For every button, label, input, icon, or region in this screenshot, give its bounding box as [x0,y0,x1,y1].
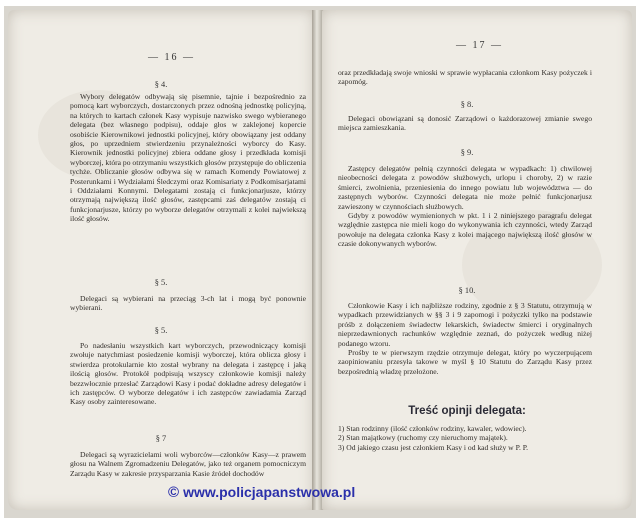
website-watermark [168,484,355,501]
opinion-items [338,424,592,452]
section-5a-heading: § 5. [154,278,168,287]
opinion-item-1: 1) Stan rodzinny (ilość członków rodziny, kawaler, wdowiec). [338,424,527,433]
left-page [8,10,314,510]
section-10-paragraph-1: Członkowie Kasy i ich najbliższe rodziny, zgodnie z § 3 Statutu, otrzymują w wypadkach przewidzianych w §§ 3 i 9 zapomogi i pożyczki tylko na podstawie próśb z dołączeniem świadectw lekarskich, świadectw śmierci i oryginalnych nieprzedawnionych rachunków względnie zeznań, do pożyczek według niżej podanego wzoru. [338,301,592,348]
section-9-text [338,164,592,249]
section-4-text [70,92,306,224]
continued-text [338,68,592,87]
right-page [322,10,632,510]
page-number-right: — 17 — [456,40,503,51]
section-8-text [338,114,592,133]
section-10-text [338,301,592,376]
section-10-paragraph-2: Prośby te w pierwszym rzędzie otrzymuje delegat, który po wyczerpującem zaopiniowaniu przesyła takowe w myśl § 10 Statutu do Zarządu Kasy przez bezpośrednią władzę przełożone. [338,348,592,376]
opinion-item-2: 2) Stan majątkowy (ruchomy czy nieruchomy majątek). [338,433,508,443]
section-5b-text [70,341,306,407]
section-9-paragraph-1: Zastępcy delegatów pełnią czynności delegata w wypadkach: 1) chwilowej nieobecności delegata z powodów służbowych, urlopu i choroby, 2) w razie śmierci, zwolnienia, przeniesienia do innego powiatu lub województwa — do zastępnych wyborów. Czynności delegata nie może pełnić funkcjonarjusz zawieszony w czynnościach służbowych. [338,164,592,211]
section-9-paragraph-2: Gdyby z powodów wymienionych w pkt. 1 i 2 niniejszego paragrafu delegat względnie zastępca nie mieli kogo do wykonywania ich czynności, wtedy Zarząd powołuje na delegata członka Kasy z kolei mającego największą ilość głosów w czasie dokonywanych wyborów. [338,211,592,249]
opinion-item-3: 3) Od jakiego czasu jest członkiem Kasy i od kad służy w P. P. [338,442,529,452]
watermark-url: www.policjapanstwowa.pl [183,484,356,500]
copyright-symbol: © [168,484,180,501]
section-4-paragraph: Wybory delegatów odbywają się pisemnie, tajnie i bezpośrednio za pomocą kart wyborczych, dostarczonych przez odnośną jednostkę policyjną, na których to kartach członek Kasy wypisuje nazwisko swego wybieranego delegata (bez własnego podpisu), oddaje głos w zaklejonej kopercie osobiście Kierownikowi jednostki policyjnej, który obowiązany jest oddany głos, po uprzedniem stwierdzeniu przynależności wyborcy do Kasy. Kierownik jednostki policyjnej zbiera oddane głosy i przedkłada komisji wyborczej, która po otrzymaniu wszystkich głosów przystępuje do obliczenia tychże. Obliczanie głosów odbywa się w ramach Komendy Powiatowej z Posterunkami i Wydziałami Śledczymi oraz Komisariaty z Podkomisarjatami i Oddziałami Konnymi. Delegatami zostają ci funkcjonarjusze, którzy otrzymają największą ilość głosów, zastępcami zaś delegatów zostają ci funkcjonarjusze, którzy po wyborze delegatów otrzymali z kolei najwiekszą ilość głosów. [70,92,306,224]
section-7-paragraph: Delegaci są wyrazicielami woli wyborców—członków Kasy—z prawem głosu na Walnem Zgromadzeniu Delegatów, jako też organem pomocniczym Zarządu Kasy w zakresie przysparzania Kasie źródeł dochodów [70,450,306,478]
section-9-heading: § 9. [460,148,474,157]
section-8-heading: § 8. [460,100,474,109]
opinion-heading: Treść opinji delegata: [408,405,526,417]
page-number-left: — 16 — [148,52,195,63]
section-5a-text [70,294,306,313]
section-8-paragraph: Delegaci obowiązani są donosić Zarządowi o każdorazowej zmianie swego miejsca zamieszkania. [338,114,592,133]
section-5b-paragraph: Po nadesłaniu wszystkich kart wyborczych, przewodniczący komisji zwołuje natychmiast posiedzenie komisji wyborczej, która oblicza głosy i stwierdza protokularnie kto został wybrany na delegata i zastępcę i jaką ilością głosów. Protokół podpisują wszyscy członkowie komisji należy bezzwłocznie przesłać Zarządowi Kasy i podać dokładne adresy delegatów i ich zastępców. O wyborze delegatów i ich zastępców zawiadamia Zarząd Kasy osoby zainteresowane. [70,341,306,407]
section-5b-heading: § 5. [154,326,168,335]
section-5a-paragraph: Delegaci są wybierani na przeciąg 3-ch lat i mogą być ponownie wybierani. [70,294,306,313]
section-4-heading: § 4. [154,80,168,89]
section-7-heading: § 7 [155,434,167,443]
continued-paragraph: oraz przedkładają swoje wnioski w sprawie wypłacania członkom Kasy pożyczek i zapomóg. [338,68,592,87]
section-10-heading: § 10. [458,286,476,295]
section-7-text [70,450,306,478]
